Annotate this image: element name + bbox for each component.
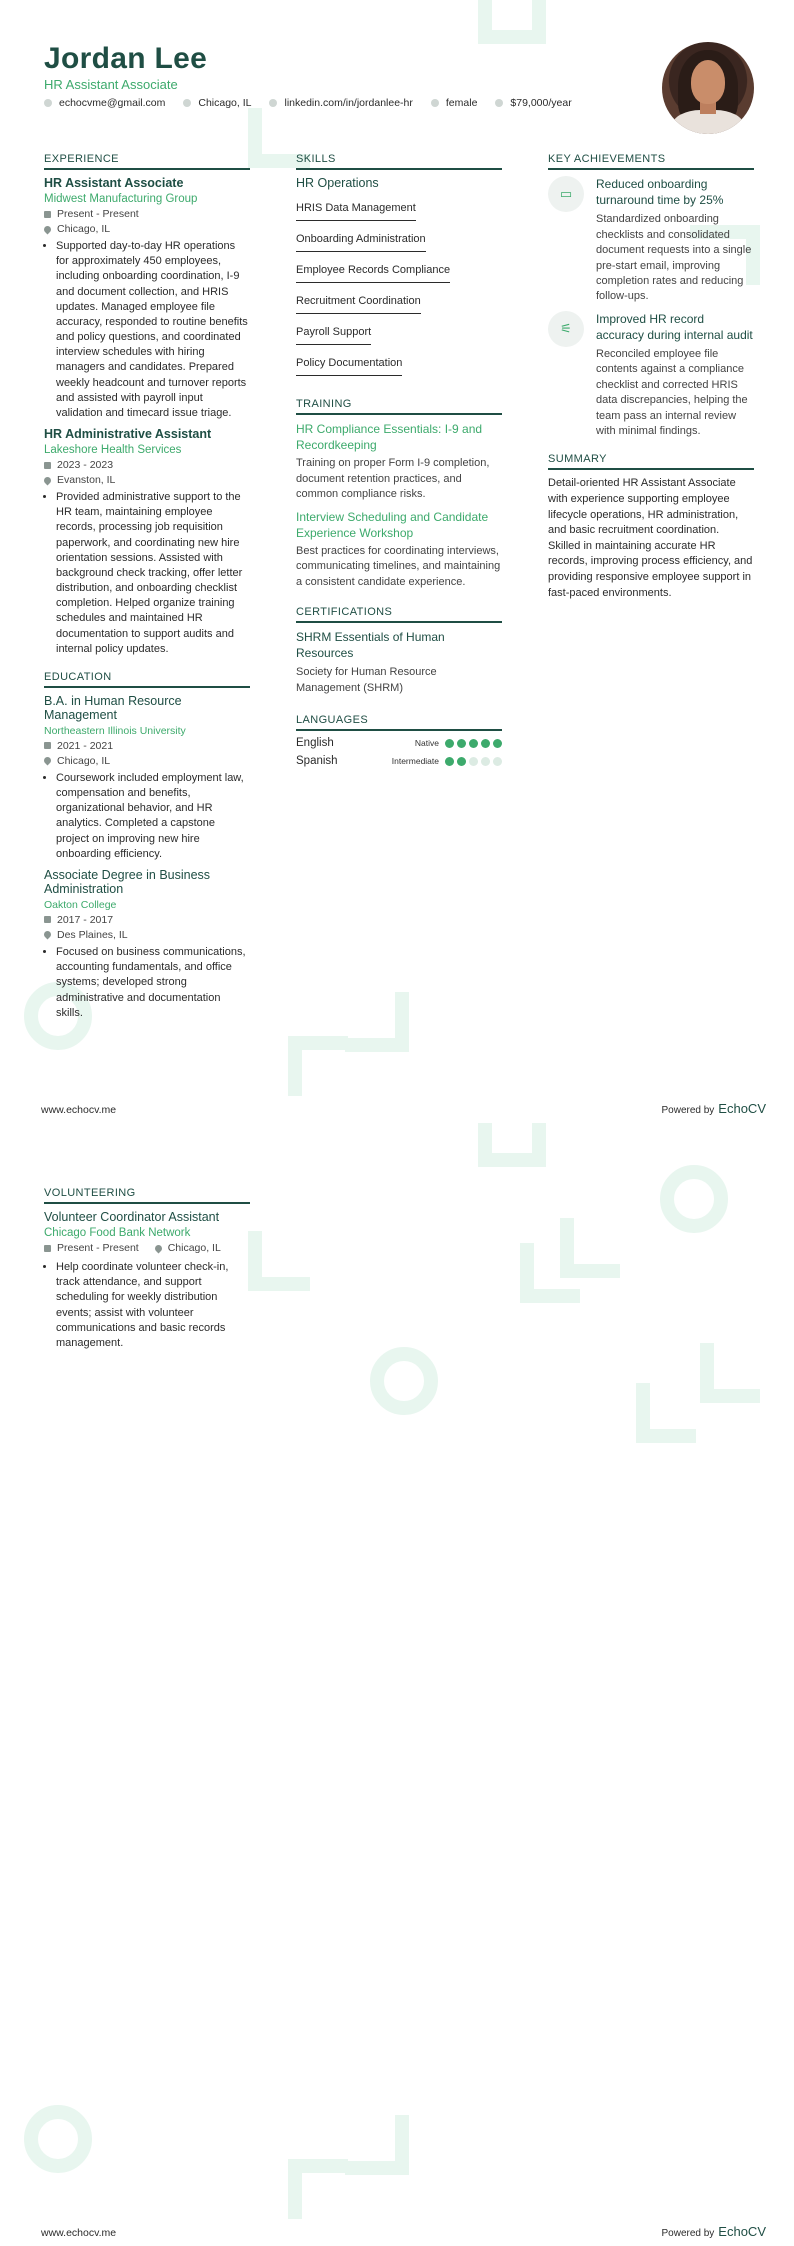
decor-bracket [288,1036,348,1096]
contact-gender: female [431,97,478,109]
job-title: HR Administrative Assistant [44,427,212,442]
section-title-languages: LANGUAGES [296,714,502,731]
candidate-name: Jordan Lee [44,42,208,75]
contact-salary: $79,000/year [495,97,571,109]
job-bullet: • Supported day-to-day HR operations for approximately 450 employees, including onboarding coordination, I-9 and document collection, and HRIS updates. Managed employee file accuracy, responded to routine benefits and policy questions, and coordinated interview schedules with hiring managers and candidates. Prepared weekly headcount and turnover reports and assisted with payroll input validation and timecard issue triage. [56,239,250,421]
money-icon [495,99,503,107]
certification-name: SHRM Essentials of Human Resources [296,630,445,661]
decor-ring [24,2105,92,2173]
skill-item: Recruitment Coordination [296,295,421,314]
calendar-icon [44,916,51,923]
footer-powered: Powered by EchoCV [661,2224,766,2239]
rating-dot [445,757,454,766]
rating-dot [469,757,478,766]
calendar-icon [44,742,51,749]
school-name: Oakton College [44,898,117,911]
edu-dates: 2017 - 2017 [57,913,114,926]
section-title-experience: EXPERIENCE [44,153,250,170]
rating-dot [445,739,454,748]
summary-text: Detail-oriented HR Assistant Associate with experience supporting employee lifecycle operations, HR administration, and basic recruitment coordination. Skilled in maintaining accurate HR records, improving process efficiency, and providing responsive employee support in fast-paced environments. [548,477,753,599]
email-icon [44,99,52,107]
rating-dot [493,739,502,748]
decor-bracket [478,1123,546,1167]
achievement-item [548,311,754,440]
experience-item [44,176,250,421]
decor-bracket [478,0,546,44]
link-icon [269,99,277,107]
skill-item: Employee Records Compliance [296,264,450,283]
company-name: Midwest Manufacturing Group [44,193,198,205]
language-level: Native [414,738,439,749]
location-icon [43,930,53,940]
education-item [44,868,250,1021]
language-name: English [296,737,334,750]
calendar-icon [44,211,51,218]
calendar-icon [44,462,51,469]
footer-powered: Powered by EchoCV [661,1101,766,1116]
edu-bullet: • Coursework included employment law, compensation and benefits, organizational behavior, and HR analytics. Completed a capstone project on improving new hire onboarding efficiency. [56,771,250,862]
section-title-volunteering: VOLUNTEERING [44,1187,250,1204]
rating-dot [457,757,466,766]
achievement-title: Improved HR record accuracy during internal audit [596,311,753,342]
rating-dot [457,739,466,748]
edu-location: Chicago, IL [57,754,111,767]
job-dates: Present - Present [57,208,139,220]
decor-bracket [700,1343,760,1403]
sliders-icon: ⚟ [548,311,584,347]
job-location: Chicago, IL [57,223,111,235]
achievement-desc: Standardized onboarding checklists and consolidated document requests into a single pre-start email, improving completion rates and reducing follow-ups. [596,213,752,303]
footer-website[interactable]: www.echocv.me [41,2227,117,2239]
location-icon [43,756,53,766]
rating-dot [493,757,502,766]
section-title-certifications: CERTIFICATIONS [296,606,502,623]
job-title: HR Assistant Associate [44,176,184,190]
language-level: Intermediate [391,756,439,767]
decor-bracket [636,1383,696,1443]
achievement-title: Reduced onboarding turnaround time by 25% [596,177,724,208]
skill-item: Policy Documentation [296,357,402,376]
school-name: Northeastern Illinois University [44,724,186,737]
decor-bracket [345,2115,409,2175]
certifications-section [296,606,502,696]
section-title-summary: SUMMARY [548,453,754,470]
volunteer-org: Chicago Food Bank Network [44,1227,191,1239]
volunteering-section [44,1187,250,1353]
certification-org: Society for Human Resource Management (SHRM) [296,666,437,694]
edu-location: Des Plaines, IL [57,928,128,941]
resume-page-2 [0,1123,794,2246]
contact-linkedin[interactable]: linkedin.com/in/jordanlee-hr [269,97,412,109]
language-row [296,755,502,767]
company-name: Lakeshore Health Services [44,444,182,457]
achievements-section [548,153,754,601]
location-icon [153,1243,163,1253]
calendar-icon [44,1245,51,1252]
job-dates: 2023 - 2023 [57,459,114,472]
decor-ring [660,1165,728,1233]
experience-section [44,153,250,1023]
contact-location: Chicago, IL [183,97,251,109]
volunteer-dates: Present - Present [57,1242,139,1254]
decor-bracket [288,2159,348,2219]
achievement-item [548,176,754,305]
rating-dot [481,739,490,748]
decor-ring [370,1347,438,1415]
degree-title: B.A. in Human Resource Management [44,693,182,722]
section-title-achievements: KEY ACHIEVEMENTS [548,153,754,170]
location-icon [43,224,53,234]
person-icon [431,99,439,107]
volunteer-location: Chicago, IL [167,1242,221,1254]
decor-bracket [248,1231,310,1291]
section-title-skills: SKILLS [296,153,502,170]
profile-photo [662,42,754,134]
skill-item: Payroll Support [296,326,371,345]
section-title-training: TRAINING [296,398,502,415]
summary-section [548,453,754,601]
education-item [44,694,250,862]
decor-bracket [560,1218,620,1278]
skills-section [296,153,502,773]
location-icon [43,475,53,485]
decor-bracket [520,1243,580,1303]
contact-bar [44,97,572,109]
edu-dates: 2021 - 2021 [57,739,114,752]
language-rating [445,757,502,766]
volunteer-title: Volunteer Coordinator Assistant [44,1210,220,1224]
echocv-logo: EchoCV [718,2224,766,2239]
language-name: Spanish [296,755,338,768]
skill-item: HRIS Data Management [296,202,416,221]
battery-icon: ▭ [548,176,584,212]
skill-item: Onboarding Administration [296,233,426,252]
training-name: Interview Scheduling and Candidate Experience Workshop [296,509,489,540]
decor-bracket [345,992,409,1052]
job-bullet: • Provided administrative support to the HR team, maintaining employee records, processing job requisition paperwork, and coordinating new hire orientation sessions. Assisted with background check tracking, offer letter distribution, and onboarding checklist completion. Helped organize training schedules and maintained HR documentation to support audits and internal policy updates. [56,490,250,657]
location-icon [183,99,191,107]
volunteer-bullet: • Help coordinate volunteer check-in, track attendance, and support scheduling for weekly distribution events; assist with volunteer communications and basic records management. [56,1260,250,1351]
footer-website[interactable]: www.echocv.me [41,1104,117,1116]
echocv-logo: EchoCV [718,1101,766,1116]
job-location: Evanston, IL [57,474,116,487]
rating-dot [469,739,478,748]
degree-title: Associate Degree in Business Administration [44,867,211,896]
training-name: HR Compliance Essentials: I-9 and Recordkeeping [296,422,483,453]
skill-group-title: HR Operations [296,176,379,190]
edu-bullet: • Focused on business communications, accounting fundamentals, and office systems; developed strong administrative and documentation skills. [56,945,250,1021]
contact-email[interactable]: echocvme@gmail.com [44,97,165,109]
candidate-role: HR Assistant Associate [44,77,178,92]
training-section [296,398,502,590]
training-desc: Training on proper Form I-9 completion, document retention practices, and common compliance risks. [296,457,490,501]
languages-section [296,714,502,767]
section-title-education: EDUCATION [44,671,250,688]
rating-dot [481,757,490,766]
language-rating [445,739,502,748]
experience-item [44,427,250,657]
education-section [44,671,250,1021]
language-row [296,737,502,749]
achievement-desc: Reconciled employee file contents against a compliance checklist and corrected HRIS data discrepancies, helping the team pass an internal review with minimal findings. [596,348,748,438]
training-desc: Best practices for coordinating interviews, communicating timelines, and maintaining a consistent candidate experience. [296,544,501,588]
